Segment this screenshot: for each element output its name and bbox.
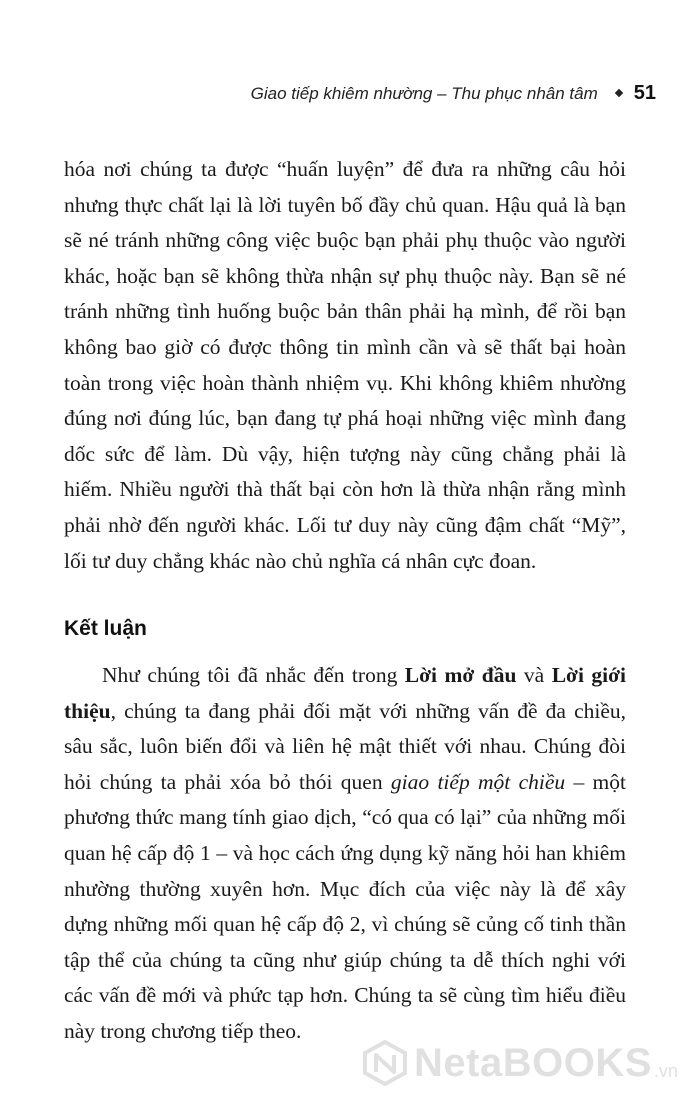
paragraph-2-text-2: và <box>516 663 552 687</box>
paragraph-2-text-3: , chúng ta đang phải đối mặt với những vấn đề đa chiều, sâu sắc, luôn biến đổi và liên hệ mật thiết với nhau. Chúng đòi hỏi chúng ta phải xóa bỏ thói quen <box>64 698 626 794</box>
section-heading: Kết luận <box>64 617 147 640</box>
running-title: Giao tiếp khiêm nhường – Thu phục nhân tâm <box>250 84 598 103</box>
italic-giao-tiep-mot-chieu: giao tiếp một chiều <box>390 769 566 794</box>
watermark-brand: NetaBOOKS <box>414 1040 652 1085</box>
paragraph-1: hóa nơi chúng ta được “huấn luyện” để đưa ra những câu hỏi nhưng thực chất lại là lời tuyên bố đầy chủ quan. Hậu quả là bạn sẽ né tránh những công việc buộc bạn phải phụ thuộc vào người khác, hoặc bạn sẽ không thừa nhận sự phụ thuộc này. Bạn sẽ né tránh những tình huống buộc bản thân phải hạ mình, để rồi bạn không bao giờ có được thông tin mình cần và sẽ thất bại hoàn toàn trong việc hoàn thành nhiệm vụ. Khi không khiêm nhường đúng nơi đúng lúc, bạn đang tự phá hoại những việc mình đang dốc sức để làm. Dù vậy, hiện tượng này cũng chẳng phải là hiếm. Nhiều người thà thất bại còn hơn là thừa nhận rằng mình phải nhờ đến người khác. Lối tư duy này cũng đậm chất “Mỹ”, lối tư duy chẳng khác nào chủ nghĩa cá nhân cực đoan. <box>64 157 626 573</box>
bold-loi-mo-dau: Lời mở đầu <box>404 663 517 687</box>
paragraph-2 <box>64 658 626 1050</box>
bold-loi-gioi-thieu: Lời giới thiệu <box>64 663 626 723</box>
netabooks-logo-icon <box>362 1040 408 1086</box>
watermark-suffix: .vn <box>653 1061 678 1081</box>
paragraph-2-text-1: Như chúng tôi đã nhắc đến trong <box>102 663 405 687</box>
watermark <box>362 1040 678 1086</box>
paragraph-2-text-4: – một phương thức mang tính giao dịch, “có qua có lại” của những mối quan hệ cấp độ 1 – và học cách ứng dụng kỹ năng hỏi han khiêm nhường thường xuyên hơn. Mục đích của việc này là để xây dựng những mối quan hệ cấp độ 2, vì chúng sẽ củng cố tinh thần tập thể của chúng ta cũng như giúp chúng ta dễ thích nghi với các vấn đề mới và phức tạp hơn. Chúng ta sẽ cùng tìm hiểu điều này trong chương tiếp theo. <box>64 769 626 1043</box>
diamond-bullet-icon <box>615 89 623 97</box>
running-header <box>0 82 656 105</box>
page-number: 51 <box>633 82 656 104</box>
